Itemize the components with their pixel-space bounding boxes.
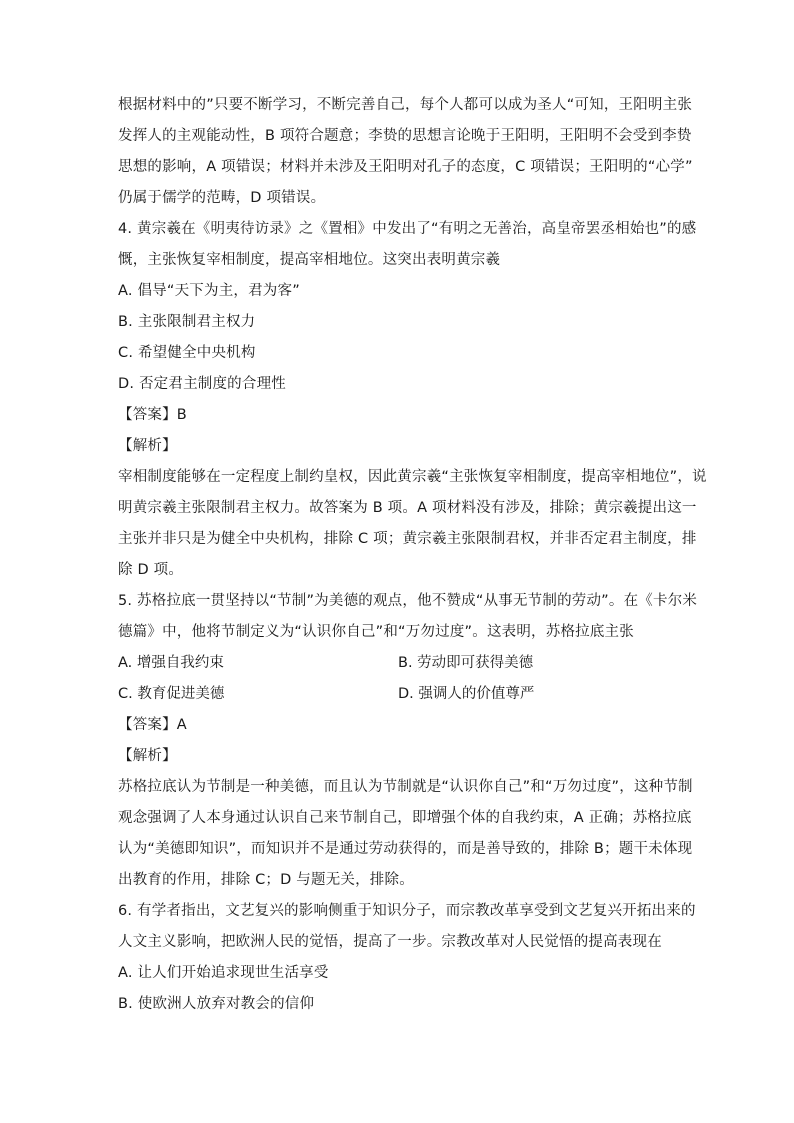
analysis-line: 除 D 项。 <box>118 562 184 578</box>
option-b: B. 劳动即可获得美德 <box>398 655 534 671</box>
question-stem-line: 5. 苏格拉底一贯坚持以“节制”为美德的观点，他不赞成“从事无节制的劳动”。在《卡尔米 <box>118 593 698 609</box>
analysis-line: 主张并非只是为健全中央机构，排除 C 项；黄宗羲主张限制君权，并非否定君主制度，排 <box>118 531 697 547</box>
analysis-line: 明黄宗羲主张限制君主权力。故答案为 B 项。A 项材料没有涉及，排除；黄宗羲提出这一 <box>118 500 697 516</box>
analysis-line: 认为“美德即知识”，而知识并不是通过劳动获得的，而是善导致的，排除 B；题干未体现 <box>118 841 693 857</box>
document-page <box>118 95 707 1025</box>
option-b: B. 主张限制君主权力 <box>118 314 256 330</box>
option-a: A. 倡导“天下为主，君为客” <box>118 283 300 299</box>
analysis-line: 观念强调了人本身通过认识自己来节制自己，即增强个体的自我约束，A 正确；苏格拉底 <box>118 810 692 826</box>
question-5 <box>118 591 698 901</box>
option-a: A. 让人们开始追求现世生活享受 <box>118 965 329 981</box>
question-stem-line: 德篇》中，他将节制定义为“认识你自己”和“万勿过度”。这表明，苏格拉底主张 <box>118 624 634 640</box>
analysis-line: 出教育的作用，排除 C；D 与题无关，排除。 <box>118 872 414 888</box>
analysis-line: 根据材料中的”只要不断学习，不断完善自己，每个人都可以成为圣人“可知，王阳明主张 <box>118 97 693 113</box>
option-d: D. 强调人的价值尊严 <box>398 686 535 702</box>
option-d: D. 否定君主制度的合理性 <box>118 376 286 392</box>
analysis-q3-continued <box>118 95 693 219</box>
option-c: C. 希望健全中央机构 <box>118 345 256 361</box>
question-stem-line: 6. 有学者指出，文艺复兴的影响侧重于知识分子，而宗教改革享受到文艺复兴开拓出来的 <box>118 903 696 919</box>
question-4 <box>118 219 707 591</box>
answer-label: 【答案】A <box>118 717 187 733</box>
analysis-line: 仍属于儒学的范畴，D 项错误。 <box>118 190 326 206</box>
option-a: A. 增强自我约束 <box>118 655 224 671</box>
options-row <box>118 653 678 684</box>
analysis-label: 【解析】 <box>118 748 177 764</box>
options-row <box>118 684 678 715</box>
question-stem-line: 慨，主张恢复宰相制度，提高宰相地位。这突出表明黄宗羲 <box>118 252 501 268</box>
analysis-line: 发挥人的主观能动性，B 项符合题意；李贽的思想言论晚于王阳明，王阳明不会受到李贽 <box>118 128 692 144</box>
question-6 <box>118 901 696 1025</box>
question-stem-line: 人文主义影响，把欧洲人民的觉悟，提高了一步。宗教改革对人民觉悟的提高表现在 <box>118 934 662 950</box>
answer-label: 【答案】B <box>118 407 187 423</box>
option-c: C. 教育促进美德 <box>118 686 225 702</box>
analysis-line: 宰相制度能够在一定程度上制约皇权，因此黄宗羲“主张恢复宰相制度，提高宰相地位”，说 <box>118 469 707 485</box>
analysis-label: 【解析】 <box>118 438 177 454</box>
question-stem-line: 4. 黄宗羲在《明夷待访录》之《置相》中发出了“有明之无善治，高皇帝罢丞相始也”的感 <box>118 221 697 237</box>
analysis-line: 思想的影响，A 项错误；材料并未涉及王阳明对孔子的态度，C 项错误；王阳明的“心学” <box>118 159 693 175</box>
analysis-line: 苏格拉底认为节制是一种美德，而且认为节制就是“认识你自己”和“万勿过度”，这种节制 <box>118 779 693 795</box>
option-b: B. 使欧洲人放弃对教会的信仰 <box>118 996 315 1012</box>
